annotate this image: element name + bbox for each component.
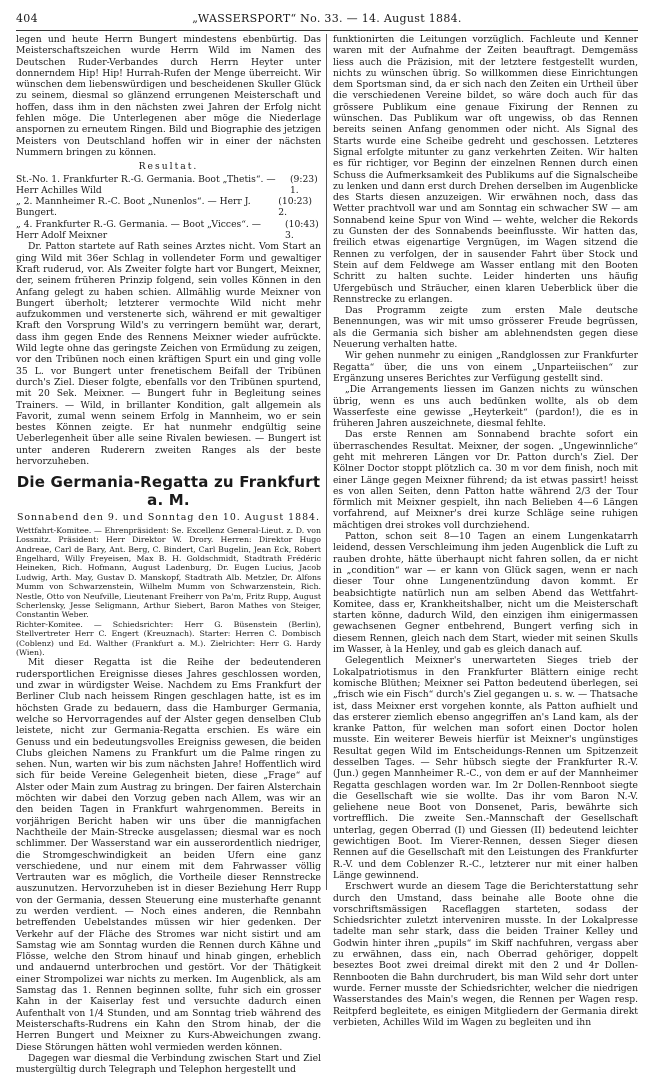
result-time: (9:23) 1. — [289, 173, 318, 196]
article-dateline: Sonnabend den 9. und Sonntag den 10. August 1884. — [16, 512, 321, 524]
columns — [16, 34, 638, 1075]
article-headline: Die Germania-Regatta zu Frankfurt a. M. — [16, 473, 321, 510]
periodical-title: „WASSERSPORT“ No. 33. — 14. August 1884. — [192, 12, 462, 25]
right-column — [333, 34, 638, 1028]
article-paragraph: Das Programm zeigte zum ersten Male deutsche Benennungen, was wir mit umso grösserer Freude begrüssen, als die Germania sich bisher am ablehnendsten gegen diese Neuerung verhalten hatte. — [333, 305, 638, 351]
intro-paragraph: legen und heute Herrn Bungert mindestens ebenbürtig. Das Meisterschaftszeichen wurde Herrn Wild im Namen des Deutschen Ruder-Verbandes durch Herrn Heyter unter donnerndem Hip! Hip! Hurrah-Rufen der Menge überreicht. Wir wünschen dem liebenswürdigen und bescheidenen Skuller Glück zu seinem, diesmal so glänzend errungenen Meisterschaft und hoffen, dass ihm in den nächsten zwei Jahren der Erfolg nicht fehlen möge. Die Unterlegenen aber möge die Niederlage anspornen zu erneutem Ringen. Bild und Biographie des jetzigen Meisters von Deutschland hoffen wir in einer der nächsten Nummern bringen zu können. — [16, 34, 321, 158]
result-text: „ 2. Mannheimer R.-C. Boot „Nunenlos“. — Herr J. Bungert. — [16, 196, 251, 219]
page-number: 404 — [16, 12, 38, 25]
result-row — [16, 219, 321, 242]
judges-paragraph: Richter-Komitee. — Schiedsrichter: Herr G. Büsenstein (Berlin), Stellvertreter Herr C. Engert (Kreuznach). Starter: Herren C. Dombisch (Coblenz) und Ed. Walther (Frankfurt a. M.). Zielrichter: Herr G. Hardy (Wien). — [16, 619, 321, 658]
page-header — [16, 12, 638, 28]
article-paragraph: Patton, schon seit 8—10 Tagen an einem Lungenkatarrh leidend, dessen Verschleimung ihm jeden Augenblick die Luft zu rauben drohte, hätte überhaupt nicht fahren sollen, da er nicht in „condition“ war — er kann von Glück sagen, wenn er nach dieser Tour ohne Lungenentzündung davon kommt. Er beabsichtigte natürlich nun am selben Abend das Wettfahrt-Komitee, dass er, Krankheitshalber, nicht um die Meisterschaft starten könne, dadurch Wild, den einzigen ihm einigermassen gewachsenen Gegner entbehrend, Bungert verfing sich in diesem Rennen, gleich nach dem Start, wieder mit seinen Skulls im Wasser, à la Henley, und gab es gleich danach auf. — [333, 531, 638, 656]
result-text: „ 4. Frankfurter R.-G. Germania. — Boot „Vicces“. — Herr Adolf Meixner — [16, 218, 261, 242]
article-paragraph: Wir gehen nunmehr zu einigen „Randglossen zur Frankfurter Regatta“ über, die uns von einem „Unparteiischen“ zur Ergänzung unseres Berichtes zur Verfügung gestellt sind. — [333, 350, 638, 384]
article-paragraph: „Die Arrangements liessen im Ganzen nichts zu wünschen übrig, wenn es uns auch bedünken wollte, als ob dem Wasserfeste eine gewisse „Heyterkeit“ (pardon!), die es in früheren Jahren auszeichnete, diesmal fehlte. — [333, 384, 638, 430]
result-text: St.-No. 1. Frankfurter R.-G. Germania. Boot „Thetis“. — Herr Achilles Wild — [16, 173, 276, 196]
result-row — [16, 196, 321, 219]
race-report-paragraph: Dr. Patton startete auf Rath seines Arztes nicht. Vom Start an ging Wild mit 36er Schlag in vollendeter Form und gewaltiger Kraft ruderud, vor. Als Zweiter folgte hart vor Bungert, Meixner, der, seinem früheren Prinzip folgend, sein volles Können in den Anfang gelegt zu haben schien. Allmählig wurde Meixner von Bungert überholt; letzterer vermochte Wild nicht mehr aufzukommen und verstenerte sich, während er mit gewaltiger Kraft den Vorsprung Wild's zu verringern bemüht war, derart, dass ihm gegen Ende des Rennens Meixner wieder aufrückte. Wild legte ohne das geringste Zeichen von Ermüdung zu zeigen, vor den Tribünen noch einen kräftigen Spurt ein und ging volle 35 L. vor Bungert unter frenetischem Beifall der Tribünen durch's Ziel. Dieser folgte, ebenfalls vor den Tribünen spurtend, mit 20 Sek. Meixner. — Bungert fuhr in Begleitung seines Trainers. — Wild, in brillanter Kondition, galt allgemein als Favorit, zumal wenn seinem Erfolg in Mannheim, wo er sein bestes Können zeigte. Er hat nunmehr endgültig seine Ueberlegenheit über alle seine Rivalen bewiesen. — Bungert ist unter anderen Ruderern zweiten Ranges als der beste hervorzuheben. — [16, 241, 321, 467]
results-list — [16, 174, 321, 242]
newspaper-page — [16, 12, 638, 1075]
article-paragraph: Gelegentlich Meixner's unerwarteten Sieges trieb der Lokalpatriotismus in den Frankfurter Blättern einige recht komische Blüthen; Meixner sei Patton bedeutend überlegen, sei „frisch wie ein Fisch“ durch's Ziel gegangen u. s. w. — Thatsache ist, dass Meixner erst vorgehen konnte, als Patton aufhielt und das ersterer ziemlich ebenso angegriffen an's Land kam, als der kranke Patton, für welchen man sofort einen Doctor holen musste. Ein weiterer Beweis hierfür ist Meixner's ungünstiges Resultat gegen Wild im Entscheidungs-Rennen um Spitzenzeit desselben Tages. — Sehr hübsch siegte der Frankfurter R.-V. (Jun.) gegen Mannheimer R.-C., von dem er auf der Mannheimer Regatta geschlagen worden war. Im 2r Dollen-Rennboot siegte die Gesellschaft wie sie wollte. Das ihr vom Baron N.-V. geliehene neue Boot von Donsenet, Paris, bewährte sich vortrefflich. Die zweite Sen.-Mannschaft der Gesellschaft unterlag, gegen Oberrad (I) und Giessen (II) bedeutend leichter gewichtigen Boot. Im Vierer-Rennen, dessen Sieger diesen Rennen auf die Gesellschaft mit den Leistungen des Frankfurter R.-V. und dem Coblenzer R.-C., letzterer nur mit einer halben Länge gewinnend. — [333, 655, 638, 881]
article-paragraph: Mit dieser Regatta ist die Reihe der bedeutenderen rudersportlichen Ereignisse dieses Jahres geschlossen worden, und zwar in würdigster Weise. Nachdem zu Ems Frankfurt der Berliner Club nach heissem Ringen geschlagen hatte, ist es im höchsten Grade zu bedauern, dass die Hamburger Germania, welche so Hervorragendes auf der Alster gegen denselben Club leistete, nicht zur Germania-Regatta erschien. Es wäre ein Genuss und ein bedeutungsvolles Ereigniss gewesen, die beiden Clubs gleichen Namens zu Frankfurt um die Palme ringen zu sehen. Nun, warten wir bis zum nächsten Jahre! Hoffentlich wird sich für beide Vereine Gelegenheit bieten, diese „Frage“ auf Alster oder Main zum Austrag zu bringen. Der fairen Alsterchain möchten wir dabei den Vorzug geben nach Allem, was wir an den beiden Tagen in Frankfurt wahrgenommen. Bereits in vorjährigen Bericht haben wir uns über die mannigfachen Nachtheile der Main-Strecke ausgelassen; diesmal war es noch schlimmer. Der Wasserstand war ein ausserordentlich niedriger, die Stromgeschwindigkeit an beiden Ufern eine ganz verschiedene, und nur einem mit dem Fahrwasser völlig Vertrauten war es möglich, die Vortheile dieser Rennstrecke auszunutzen. Hervorzuheben ist in dieser Beziehung Herr Rupp von der Germania, dessen Steuerung eine musterhafte genannt zu werden verdient. — Noch eines anderen, die Rennbahn betreffenden Uebelstandes müssen wir hier gedenken. Der Verkehr auf der Fläche des Stromes war nicht sistirt und am Samstag wie am Sonntag wurden die Rennen durch Kähne und Flösse, welche den Strom hinauf und hinab gingen, erheblich und andauernd unterbrochen und gestört. Vor der Thätigkeit einer Strompolizei war nichts zu merken. Im Augenblick, als am Samstag das 1. Rennen beginnen sollte, fuhr sich ein grosser Kahn in der Kaiserlay fest und versuchte dadurch einen Aufenthalt von 1/4 Stunden, und am Sonntag trieb während des Meisterschafts-Rudrens ein Kahn den Strom hinab, der die Herren Bungert und Meixner zu Kurs-Abweichungen zwang. Diese Störungen hätten wohl vermieden werden können. — [16, 657, 321, 1053]
article-paragraph: funktionirten die Leitungen vorzüglich. Fachleute und Kenner waren mit der Aufnahme der Zeiten beauftragt. Demgemäss liess auch die Präzision, mit der letztere festgestellt wurden, nichts zu wünschen übrig. So willkommen diese Einrichtungen dem Sportsman sind, da er sich nach den Zeiten ein Urtheil über die verschiedenen Vereine bildet, so wäre doch auch für das grössere Publikum eine genaue Fixirung der Rennen zu wünschen. Das Publikum war oft ungewiss, ob das Rennen bereits seinen Anfang genommen oder nicht. Als Signal des Starts wurde eine Scheibe gedreht und geschossen. Letzteres Signal erfolgte mitunter zu ganz verkehrten Zeiten. Wir halten es für richtiger, vor Beginn der einzelnen Rennen durch einen Schuss die Aufmerksamkeit des Publikums auf die Signalscheibe zu lenken und dann erst durch Drehen derselben im Augenblicke des Starts diesen anzuzeigen. Wir erwähnen noch, dass das Wetter prachtvoll war und am Sonntag ein schwacher SW — am Sonnabend keine Spur von Wind — wehte, welcher die Rekords zu Gunsten der des Sonnabends beeinflusste. Wir hatten das, freilich etwas eigenartige Vergnügen, im Wagen sitzend die Rennen zu verfolgen, der in sausender Fahrt über Stock und Stein auf dem Feldwege am Wasser entlang mit den Booten Schritt zu halten suchte. Leider hinderten uns häufig Ufergebüsch und Sträucher, einen klaren Ueberblick über die Rennstrecke zu erlangen. — [333, 34, 638, 305]
article-paragraph: Erschwert wurde an diesem Tage die Berichterstattung sehr durch den Umstand, dass beinahe alle Boote ohne die vorschriftsmässigen Raceflaggen starteten, sodass der Schiedsrichter zuletzt interveniren musste. In der Lokalpresse tadelte man sehr stark, dass die beiden Trainer Kelley und Godwin hinter ihren „pupils“ im Skiff nachfuhren, vergass aber zu erwähnen, dass ein, nach Oberrad gehöriger, doppelt beseztes Boot zwei dreimal direkt mit den 2 und 4r Dollen-Rennbooten die Bahn durchrudert, bis man Wild sehr dort unter wurde. Ferner musste der Schiedsrichter, welcher die niedrigen Wasserstandes des Main's wegen, die Rennen per Wagen resp. Reitpferd begleitete, es einigen Mitgliedern der Germania direkt verbieten, Achilles Wild im Wagen zu begleiten und ihn — [333, 881, 638, 1028]
article-paragraph: Das erste Rennen am Sonnabend brachte sofort ein überraschendes Resultat. Meixner, der sogen. „Ungewinnliche“ geht mit mehreren Längen vor Dr. Patton durch's Ziel. Der Kölner Doctor stoppt plötzlich ca. 30 m vor dem finish, noch mit einer Länge gegen Meixner führend; da ist etwas passirt! heisst es von allen Seiten, denn Patton hatte während 2/3 der Tour förmlich mit Meixner gespielt, ihn nach Belieben 4—6 Längen vorfahrend, auf Meixner's drei kurze Schläge seine ruhigen mächtigen drei strokes voll durchziehend. — [333, 429, 638, 531]
committee-block — [16, 526, 321, 658]
result-heading: Resultat. — [138, 161, 199, 173]
result-time: (10:43) 3. — [285, 218, 319, 242]
result-row — [16, 174, 321, 197]
left-column — [16, 34, 321, 1075]
header-rule — [16, 30, 638, 31]
committee-paragraph: Wettfahrt-Komitee. — Ehrenpräsident: Se. Excellenz General-Lieut. z. D. von Lossnitz. Präsident: Herr Direktor W. Drory. Herren: Direktor Hugo Andreae, Carl de Bary, Ant. Berg, C. Bindert, Carl Bugelin, Jean Eck, Robert Engelhard, Willy Freyeisen, Max B. H. Goldschmidt, Stadtrath Frédéric Heineken, Rich. Hofmann, August Ladenburg, Dr. Eugen Lucius, Jacob Ludwig, Arth. May, Gustav D. Manskopf, Stadtrath Alb. Metzler, Dr. Alfons Mumm von Schwarzenstein, Wilhelm Mumm von Schwarzenstein, Rich. Nestle, Otto von Neufville, Lieutenant Freiherr von Pa'm, Fritz Rupp, August Scherlensky, Jesse Seligmann, Arthur Siebert, Baron Mathes von Steiger, Constantin Weber. — [16, 525, 321, 620]
article-paragraph: Dagegen war diesmal die Verbindung zwischen Start und Ziel mustergültig durch Telegraph und Telephon hergestellt und — [16, 1052, 321, 1075]
result-time: (10:23) 2. — [278, 196, 312, 219]
